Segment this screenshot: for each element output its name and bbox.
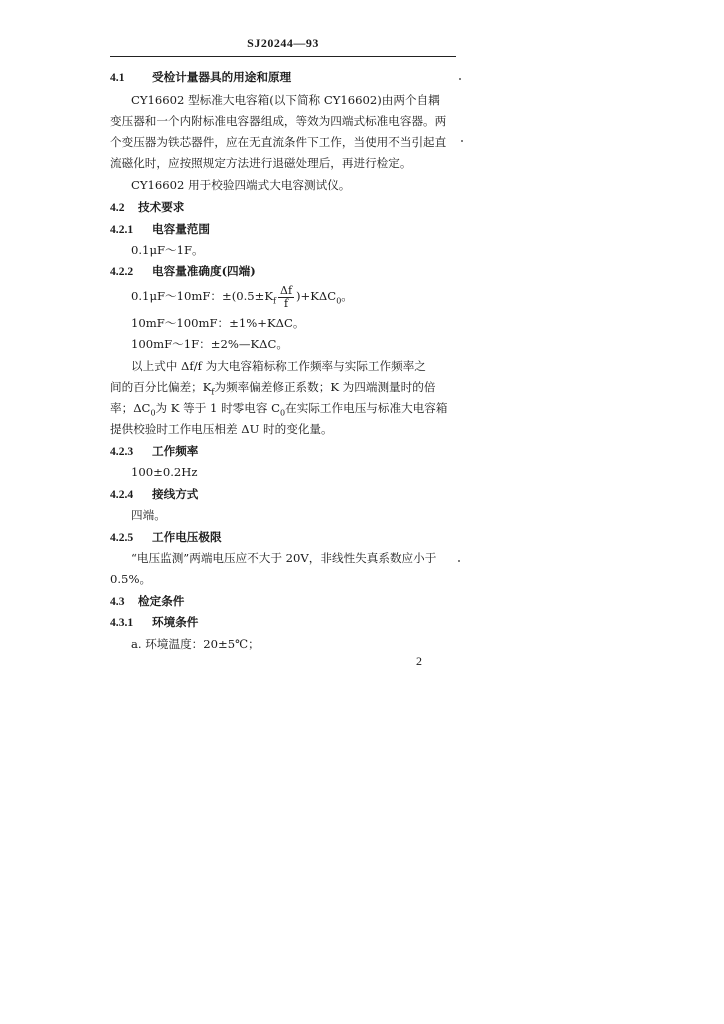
text: 为频率偏差修正系数；K 为四端测量时的倍	[214, 380, 436, 394]
section-4-2-1-heading	[110, 221, 210, 238]
section-title: 工作电压极限	[152, 530, 222, 544]
section-number: 4.3.1	[110, 616, 134, 629]
section-number: 4.2.5	[110, 531, 134, 544]
wiring-method-value: 四端。	[131, 508, 166, 522]
fraction-numerator: Δf	[280, 283, 293, 297]
section-title: 电容量范围	[152, 222, 210, 236]
section-number: 4.3	[110, 595, 125, 608]
section-title: 接线方式	[152, 487, 199, 501]
working-frequency-value: 100±0.2Hz	[131, 465, 198, 479]
paragraph-line: CY16602 用于校验四端式大电容测试仪。	[131, 178, 351, 192]
accuracy-formula-3: 100mF～1F：±2%—KΔC。	[131, 337, 288, 351]
section-4-2-heading	[110, 199, 184, 216]
formula-text: 0.1μF～10mF：±(0.5±K	[131, 289, 274, 303]
section-number: 4.2.3	[110, 445, 134, 458]
paragraph-line	[110, 379, 435, 400]
section-title: 受检计量器具的用途和原理	[152, 70, 292, 84]
section-4-3-heading	[110, 593, 184, 610]
paragraph-line	[110, 400, 447, 421]
section-number: 4.2.2	[110, 265, 134, 278]
section-4-2-5-heading	[110, 529, 222, 546]
section-number: 4.1	[110, 71, 125, 84]
paragraph-line: 变压器和一个内附标准电容器组成，等效为四端式标准电容器。两	[110, 114, 447, 128]
paragraph-line: “电压监测”两端电压应不大于 20V，非线性失真系数应小于	[131, 551, 437, 565]
paragraph-line: 以上式中 Δf/f 为大电容箱标称工作频率与实际工作频率之	[131, 359, 426, 373]
document-code-header: SJ20244—93	[247, 36, 319, 50]
page-number: 2	[416, 654, 422, 668]
paragraph-line: 个变压器为铁芯器件，应在无直流条件下工作，当使用不当引起直	[110, 135, 447, 149]
text: 间的百分比偏差；K	[110, 380, 212, 394]
section-4-2-2-heading	[110, 263, 256, 280]
paragraph-line: 0.5%。	[110, 572, 152, 586]
formula-text: )+KΔC	[296, 289, 337, 303]
section-title: 电容量准确度(四端)	[152, 264, 256, 278]
section-number: 4.2.1	[110, 223, 134, 236]
formula-subscript: 0	[336, 296, 342, 306]
subscript: 0	[150, 408, 156, 418]
subscript: f	[211, 387, 215, 397]
paragraph-line: CY16602 型标准大电容箱(以下简称 CY16602)由两个自耦	[131, 93, 440, 107]
section-title: 检定条件	[138, 594, 185, 608]
section-4-3-1-heading	[110, 614, 198, 631]
capacitance-range-value: 0.1μF～1F。	[131, 243, 204, 257]
formula-text: 。	[341, 289, 353, 303]
scan-speckle	[461, 140, 463, 142]
section-4-2-3-heading	[110, 443, 198, 460]
header-rule	[110, 56, 456, 57]
section-title: 技术要求	[138, 200, 185, 214]
accuracy-formula-1	[131, 282, 353, 315]
scan-speckle	[459, 78, 461, 80]
section-title: 工作频率	[152, 444, 199, 458]
list-item-a: a. 环境温度：20±5℃；	[131, 637, 260, 651]
paragraph-line: 流磁化时，应按照规定方法进行退磁处理后，再进行检定。	[110, 156, 412, 170]
text: 率；ΔC	[110, 401, 151, 415]
subscript: 0	[280, 408, 286, 418]
section-title: 环境条件	[152, 615, 199, 629]
formula-fraction	[278, 285, 294, 310]
text: 为 K 等于 1 时零电容 C	[155, 401, 281, 415]
accuracy-formula-2: 10mF～100mF：±1%+KΔC。	[131, 316, 305, 330]
section-number: 4.2	[110, 201, 125, 214]
text: 在实际工作电压与标准大电容箱	[285, 401, 448, 415]
scan-speckle	[458, 560, 460, 562]
formula-subscript: f	[273, 296, 277, 306]
fraction-denominator: f	[283, 296, 289, 310]
section-4-1-heading	[110, 69, 291, 86]
section-number: 4.2.4	[110, 488, 134, 501]
section-4-2-4-heading	[110, 486, 198, 503]
paragraph-line: 提供校验时工作电压相差 ΔU 时的变化量。	[110, 422, 333, 436]
